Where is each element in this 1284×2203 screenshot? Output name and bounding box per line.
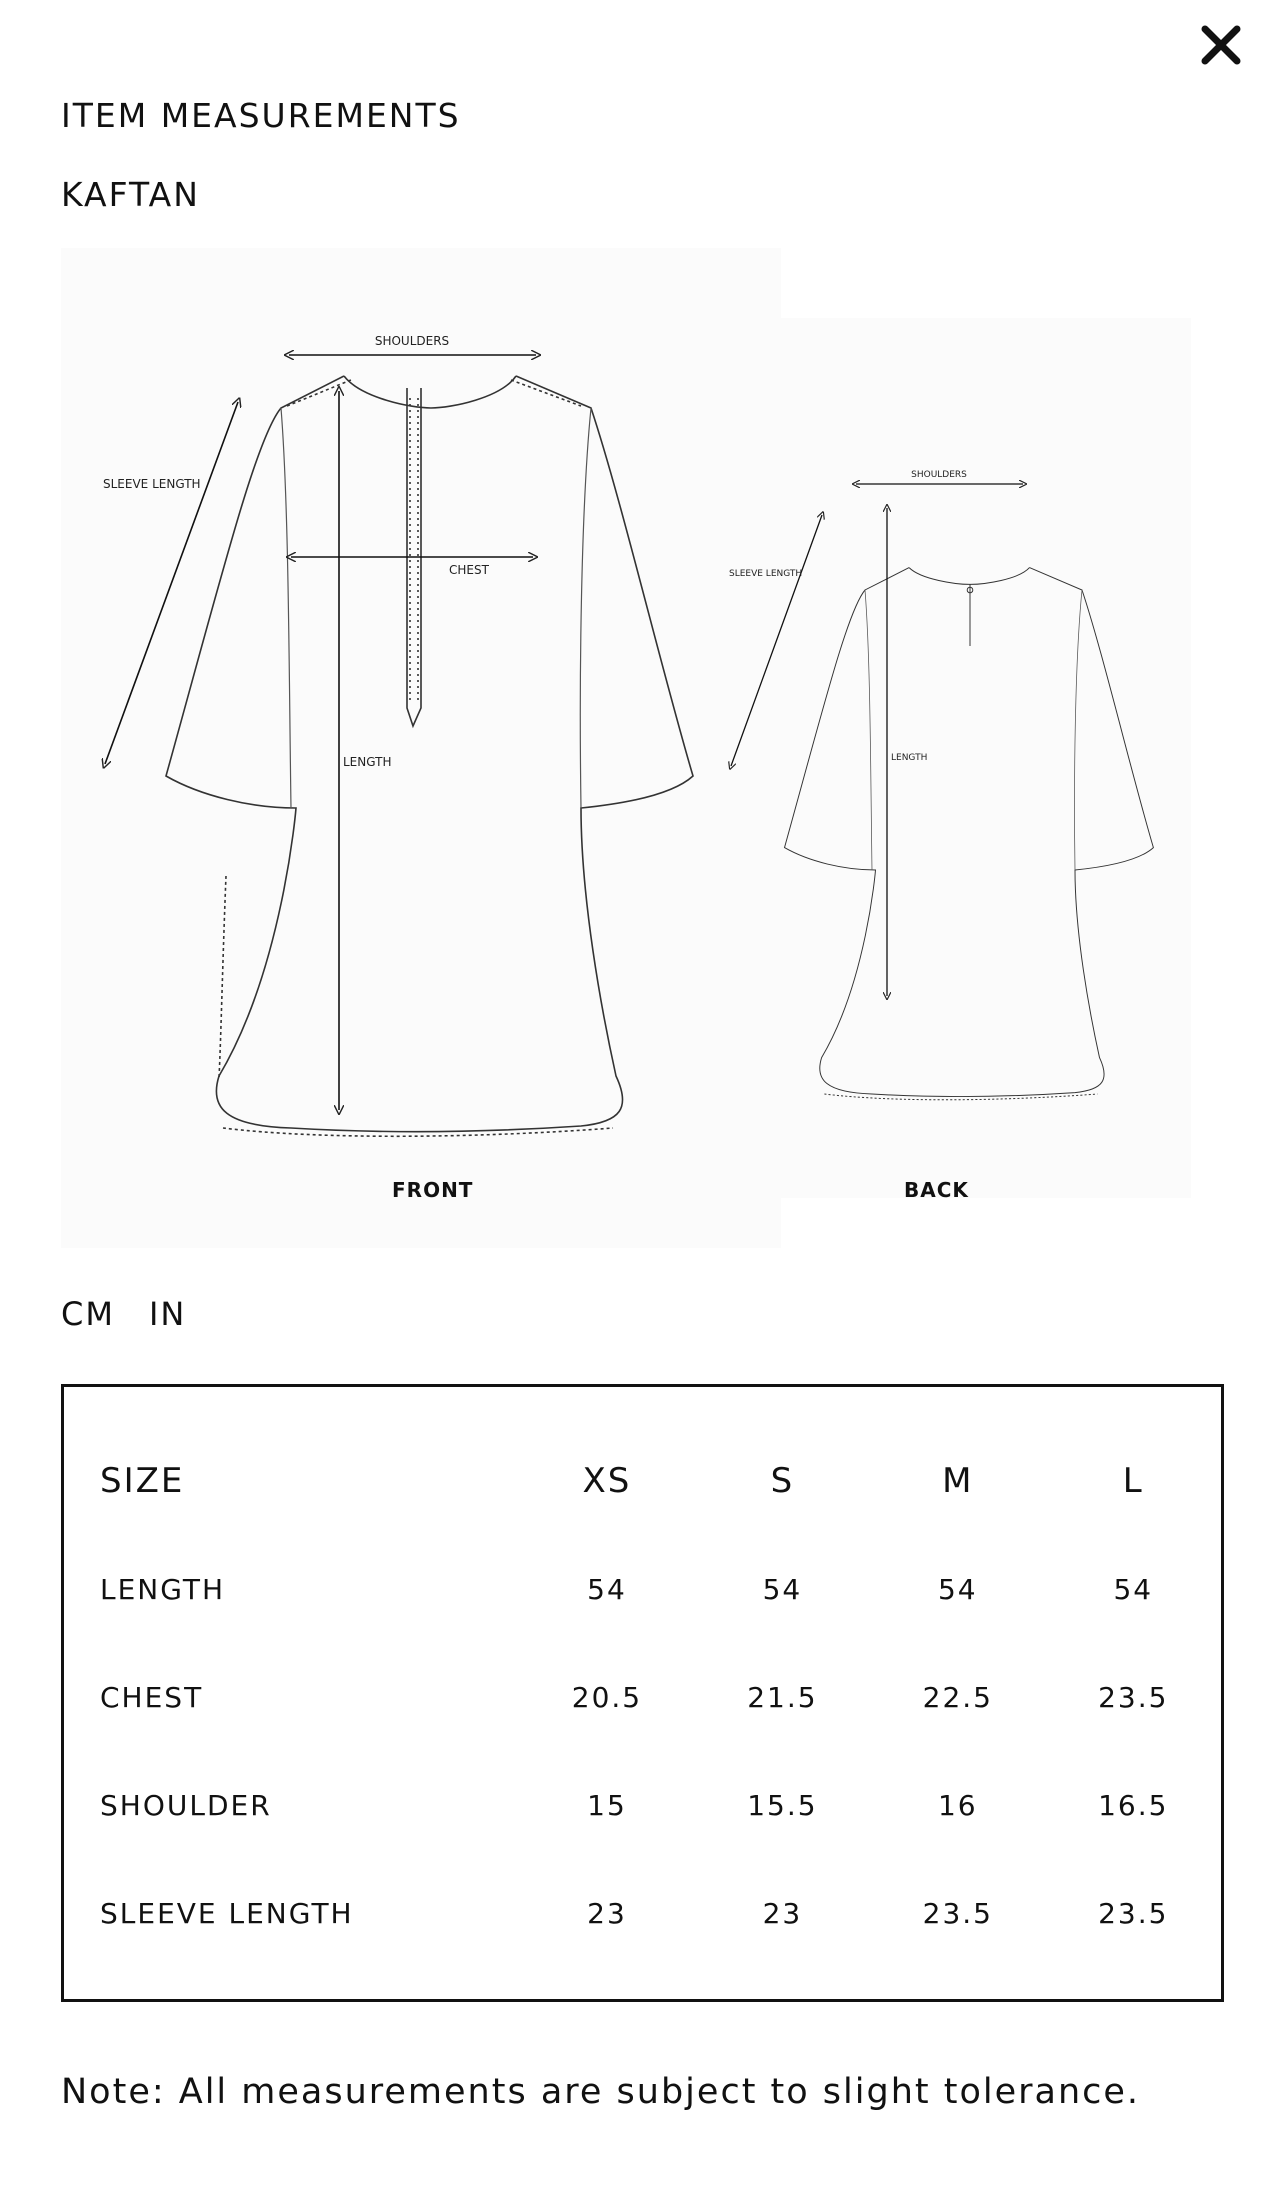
- tolerance-note: Note: All measurements are subject to slight tolerance.: [61, 2072, 1141, 2112]
- table-cell: 20.5: [571, 1680, 643, 1714]
- table-cell: 16: [937, 1788, 978, 1822]
- front-length-annotation: LENGTH: [343, 755, 392, 769]
- table-cell: 54: [587, 1572, 627, 1606]
- table-cell: 21.5: [747, 1680, 818, 1714]
- table-cell: 54: [937, 1572, 978, 1606]
- table-cell: 23.5: [922, 1896, 993, 1930]
- front-shoulders-annotation: SHOULDERS: [374, 334, 450, 348]
- table-cell: 23.5: [1098, 1680, 1169, 1714]
- product-name: KAFTAN: [61, 175, 200, 214]
- kaftan-diagram-svg: [61, 248, 1191, 1248]
- measurement-diagram: [61, 248, 1191, 1248]
- size-m-header: M: [942, 1461, 974, 1501]
- size-xs-header: XS: [582, 1461, 632, 1501]
- table-cell: 16.5: [1098, 1788, 1169, 1822]
- unit-in-option[interactable]: IN: [148, 1295, 187, 1333]
- row-label: SLEEVE LENGTH: [100, 1896, 354, 1930]
- table-cell: 54: [762, 1572, 803, 1606]
- size-s-header: S: [770, 1461, 795, 1501]
- table-row: [100, 1751, 1221, 1859]
- unit-cm-option[interactable]: CM: [61, 1295, 115, 1333]
- table-cell: 15.5: [747, 1788, 818, 1822]
- front-sleeve-length-annotation: SLEEVE LENGTH: [103, 477, 201, 491]
- row-label: CHEST: [100, 1680, 204, 1714]
- table-row: [100, 1859, 1221, 1967]
- back-sleeve-length-annotation: SLEEVE LENGTH: [729, 569, 803, 579]
- back-label: BACK: [904, 1178, 969, 1202]
- close-icon: [1200, 24, 1242, 66]
- front-chest-annotation: CHEST: [449, 563, 489, 577]
- modal-title: ITEM MEASUREMENTS: [61, 96, 461, 135]
- table-cell: 22.5: [922, 1680, 993, 1714]
- table-row: [100, 1643, 1221, 1751]
- size-l-header: L: [1122, 1461, 1144, 1501]
- row-label: SHOULDER: [100, 1788, 272, 1822]
- table-cell: 54: [1113, 1572, 1154, 1606]
- size-table-container: [61, 1384, 1224, 2002]
- table-cell: 23.5: [1098, 1896, 1169, 1930]
- back-length-annotation: LENGTH: [891, 753, 928, 763]
- row-label: LENGTH: [100, 1572, 226, 1606]
- unit-toggle: [61, 1295, 186, 1333]
- table-cell: 23: [587, 1896, 627, 1930]
- back-shoulders-annotation: SHOULDERS: [911, 470, 967, 480]
- size-table-header-row: [100, 1427, 1221, 1535]
- table-cell: 15: [587, 1788, 627, 1822]
- front-label: FRONT: [392, 1178, 474, 1202]
- table-cell: 23: [762, 1896, 803, 1930]
- size-table: [100, 1427, 1221, 1967]
- size-column-header: SIZE: [100, 1461, 185, 1501]
- table-row: [100, 1535, 1221, 1643]
- close-button[interactable]: [1190, 14, 1252, 76]
